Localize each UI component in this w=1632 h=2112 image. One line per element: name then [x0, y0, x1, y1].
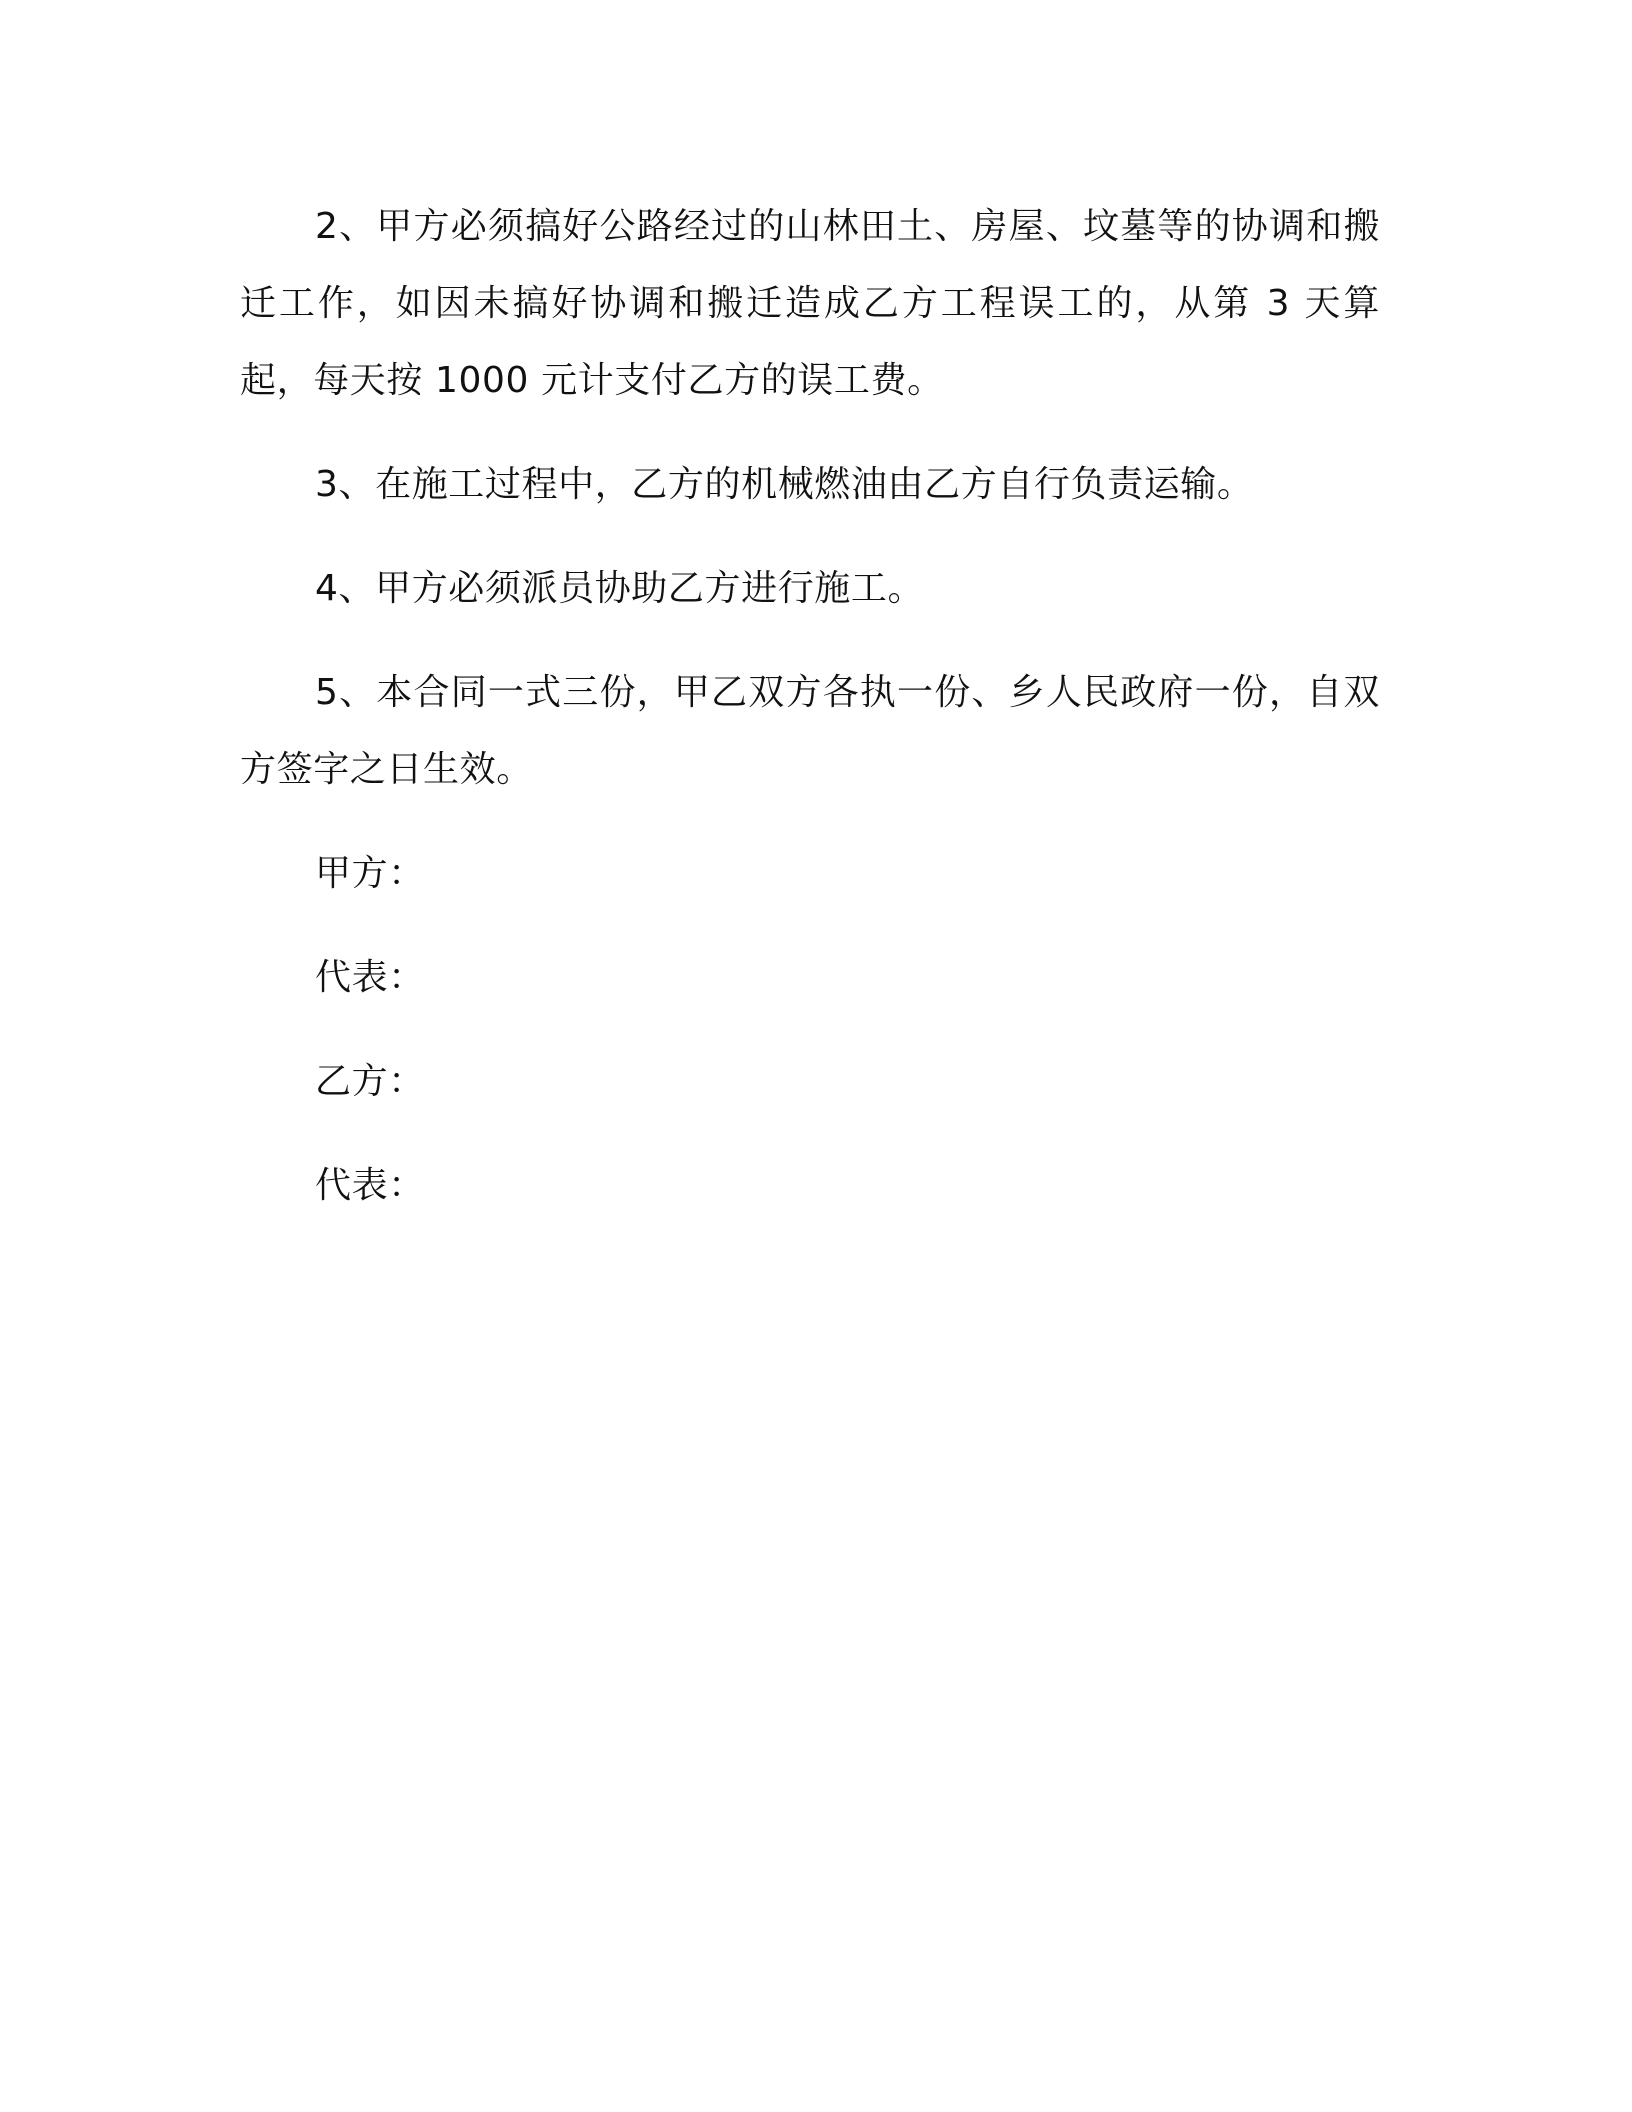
party-b-representative-line: 代表：: [315, 1165, 425, 1206]
clause-2-paragraph: 2、甲方必须搞好公路经过的山林田土、房屋、坟墓等的协调和搬迁工作，如因未搞好协调和搬迁造成乙方工程误工的，从第 3 天算起，每天按 1000 元计支付乙方的误工费。: [240, 206, 1380, 401]
clause-3-paragraph: 3、在施工过程中，乙方的机械燃油由乙方自行负责运输。: [315, 464, 1254, 505]
clause-5-paragraph: 5、本合同一式三份，甲乙双方各执一份、乡人民政府一份，自双方签字之日生效。: [240, 672, 1380, 790]
party-b-signature-line: 乙方：: [315, 1061, 425, 1102]
party-a-representative-line: 代表：: [315, 957, 425, 998]
clause-4-paragraph: 4、甲方必须派员协助乙方进行施工。: [315, 568, 925, 609]
document-body: [240, 188, 1380, 1251]
party-a-signature-line: 甲方：: [315, 853, 425, 894]
